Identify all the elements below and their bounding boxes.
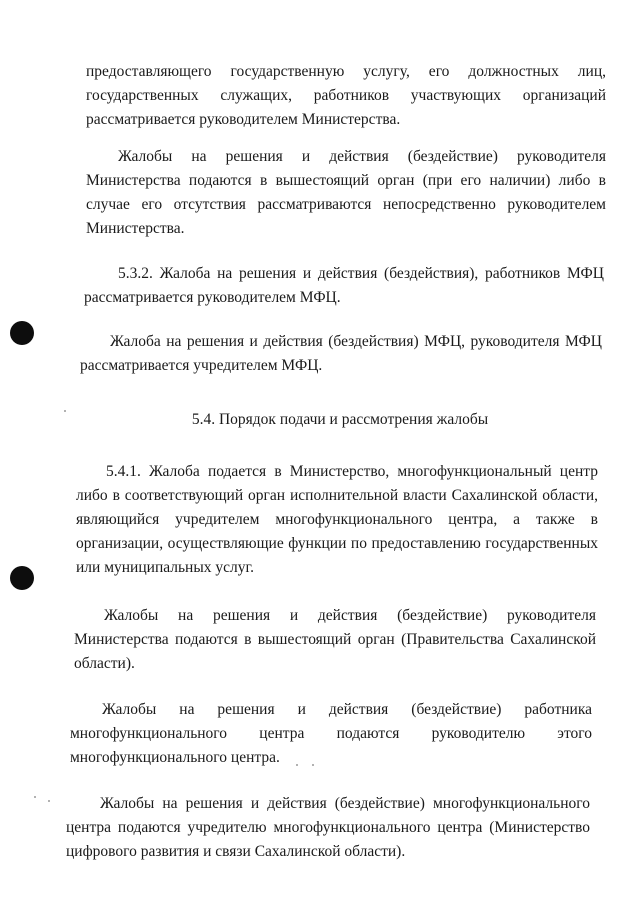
paragraph-complaints-mfc-worker: Жалобы на решения и действия (бездействие) работника многофункционального центра подаются руководителю этого многофункционального центра.	[70, 701, 592, 766]
paragraph-mfc-founder: Жалоба на решения и действия (бездействия) МФЦ, руководителя МФЦ рассматривается учредителем МФЦ.	[80, 333, 602, 374]
scan-speck	[48, 800, 50, 802]
scan-speck	[34, 796, 36, 798]
scan-speck	[296, 764, 298, 766]
punch-hole-lower	[10, 566, 34, 590]
punch-hole-upper	[10, 321, 34, 345]
paragraph-complaints-mfc: Жалобы на решения и действия (бездействие) многофункционального центра подаются учредителю многофункционального центра (Министерство цифрового развития и связи Сахалинской области).	[66, 795, 590, 860]
scan-speck	[64, 410, 66, 412]
section-heading-5-4: 5.4. Порядок подачи и рассмотрения жалобы	[191, 411, 489, 428]
paragraph-complaints-government: Жалобы на решения и действия (бездействие) руководителя Министерства подаются в вышестоящий орган (Правительства Сахалинской области).	[74, 607, 596, 672]
paragraph-5-3-2: 5.3.2. Жалоба на решения и действия (бездействия), работников МФЦ рассматривается руководителем МФЦ.	[84, 265, 604, 306]
paragraph-5-4-1: 5.4.1. Жалоба подается в Министерство, многофункциональный центр либо в соответствующий орган исполнительной власти Сахалинской области, являющийся учредителем многофункционального центра, а также в организации, осуществляющие функции по предоставлению государственных или муниципальных услуг.	[76, 463, 598, 576]
paragraph-continuation: предоставляющего государственную услугу, его должностных лиц, государственных служащих, работников участвующих организаций рассматривается руководителем Министерства.	[86, 63, 606, 128]
scan-speck	[312, 764, 314, 766]
paragraph-complaints-ministry-head: Жалобы на решения и действия (бездействие) руководителя Министерства подаются в вышестоящий орган (при его наличии) либо в случае его отсутствия рассматриваются непосредственно руководителем Министерства.	[86, 148, 606, 237]
